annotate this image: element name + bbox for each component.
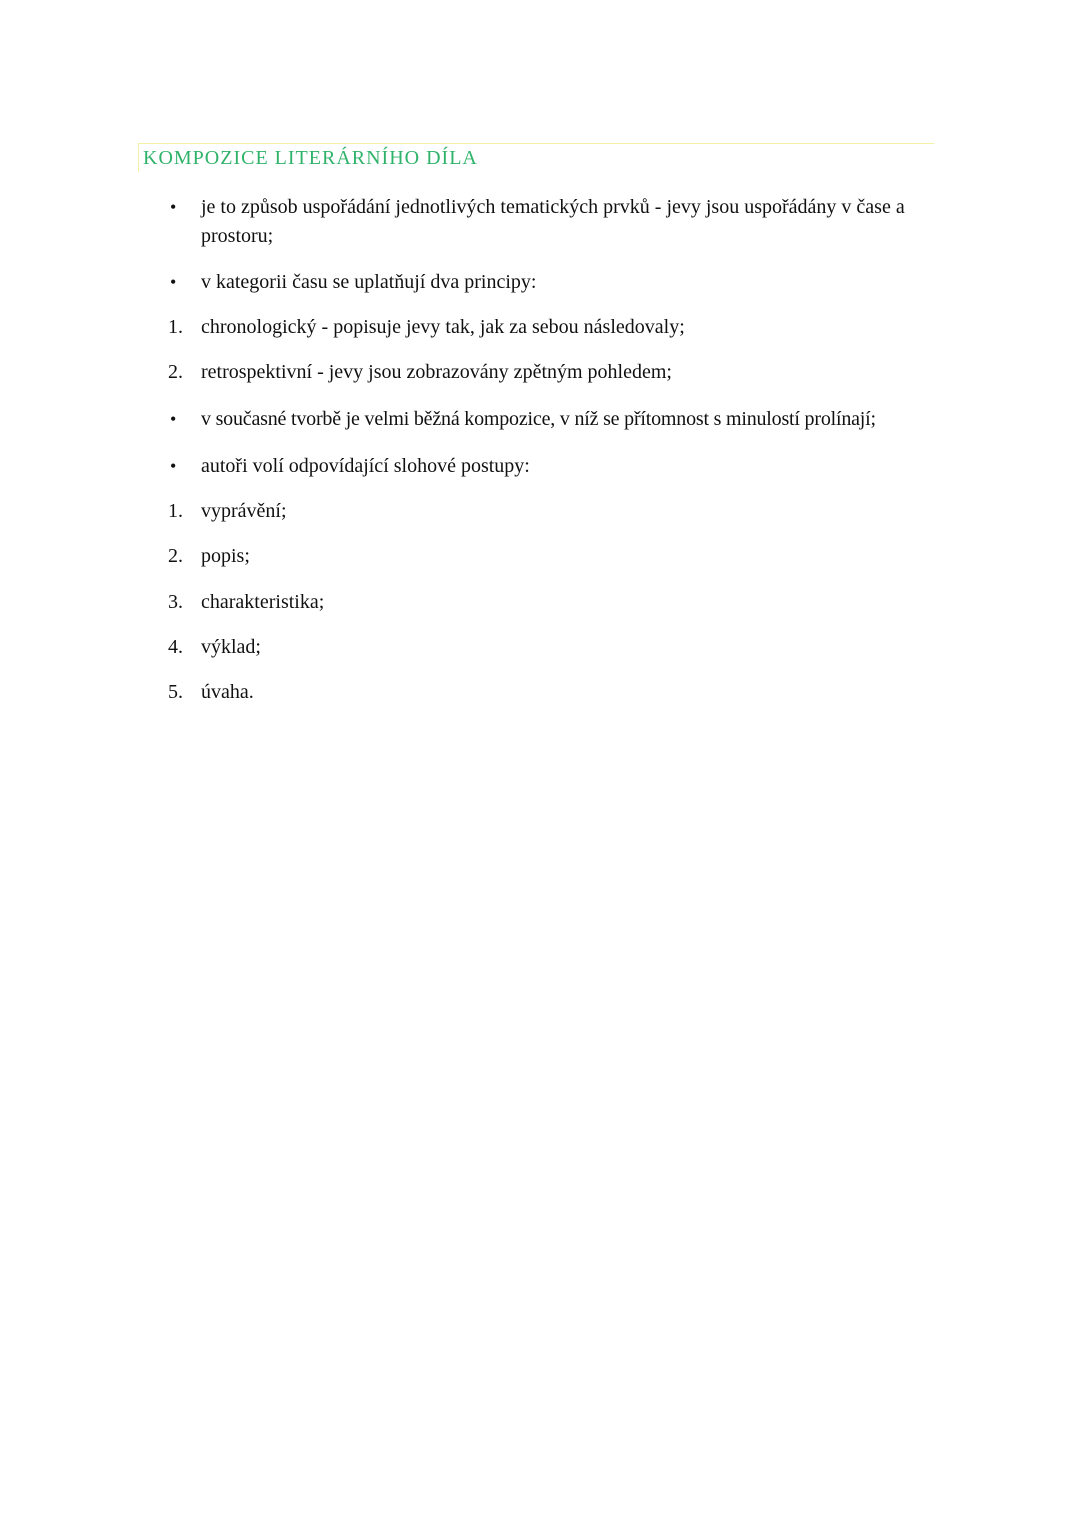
- list-item-text: úvaha.: [201, 681, 254, 703]
- bullet-marker: •: [170, 197, 177, 217]
- list-item-text: výklad;: [201, 636, 261, 658]
- number-marker: 5.: [168, 681, 183, 703]
- number-marker: 1.: [168, 500, 183, 522]
- section-heading: KOMPOZICE LITERÁRNÍHO DÍLA: [143, 147, 478, 169]
- list-item-text: vyprávění;: [201, 500, 287, 522]
- list-item-text: v současné tvorbě je velmi běžná kompozice, v níž se přítomnost s minulostí prolínají;: [201, 408, 876, 430]
- list-item-text: v kategorii času se uplatňují dva principy:: [201, 271, 537, 293]
- list-item-text: autoři volí odpovídající slohové postupy:: [201, 455, 530, 477]
- number-marker: 1.: [168, 316, 183, 338]
- list-item-text: retrospektivní - jevy jsou zobrazovány zpětným pohledem;: [201, 361, 672, 383]
- number-marker: 2.: [168, 545, 183, 567]
- list-item-text: charakteristika;: [201, 591, 325, 613]
- number-marker: 4.: [168, 636, 183, 658]
- list-item-text: je to způsob uspořádání jednotlivých tematických prvků - jevy jsou uspořádány v čase a prostoru;: [201, 196, 905, 247]
- list-item-text: popis;: [201, 545, 250, 567]
- bullet-marker: •: [170, 272, 177, 292]
- bullet-marker: •: [170, 456, 177, 476]
- number-marker: 3.: [168, 591, 183, 613]
- bullet-marker: •: [170, 409, 177, 429]
- list-item-text: chronologický - popisuje jevy tak, jak za sebou následovaly;: [201, 316, 685, 338]
- number-marker: 2.: [168, 361, 183, 383]
